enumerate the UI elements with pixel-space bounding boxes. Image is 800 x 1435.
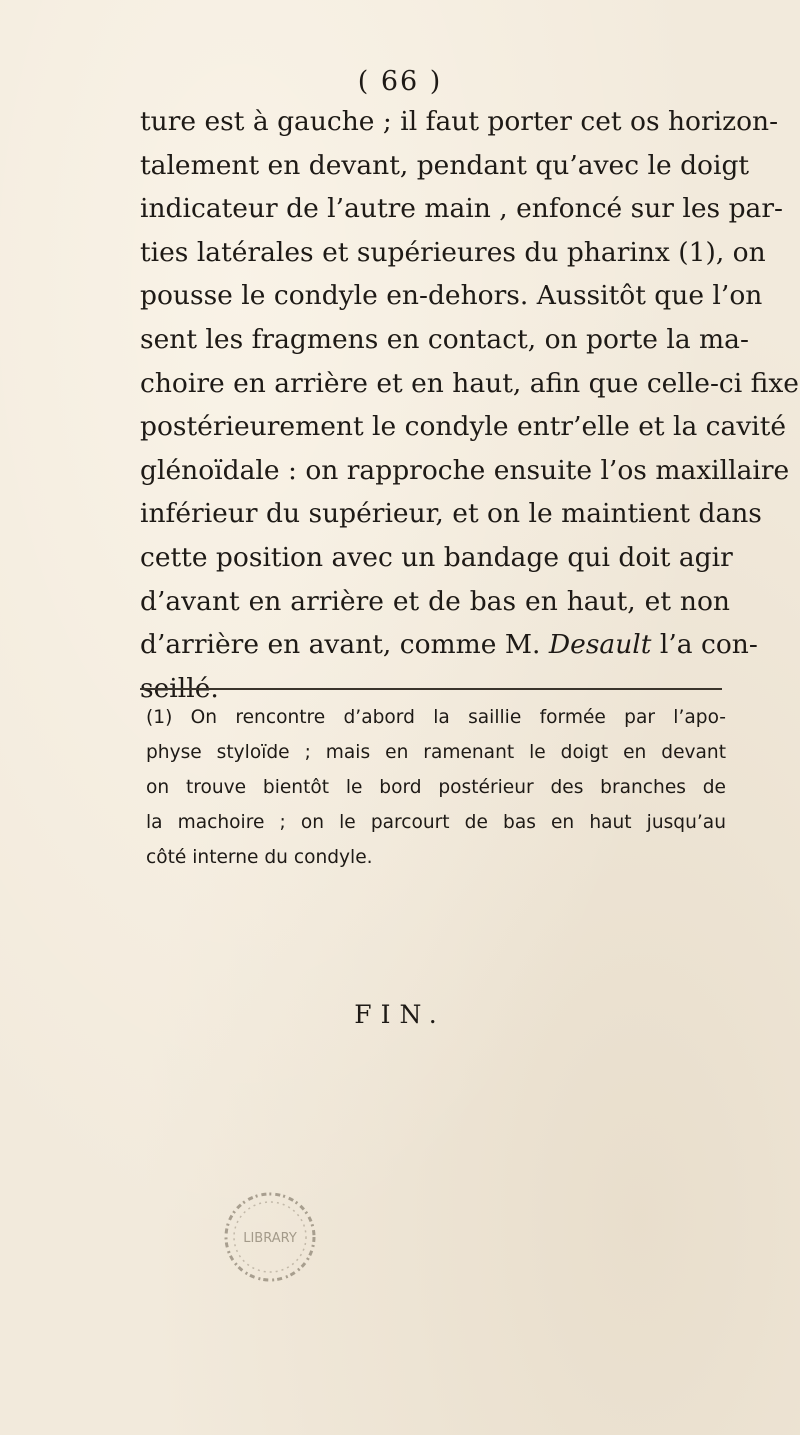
text-line: inférieur du supérieur, et on le maintient dans <box>140 498 762 530</box>
author-name: Desault <box>548 629 652 661</box>
footnote-line: (1) On rencontre d’abord la saillie formée par l’apo- <box>146 707 726 728</box>
text-segment: l’a con- <box>651 629 758 661</box>
text-line: ture est à gauche ; il faut porter cet os horizon- <box>140 106 779 137</box>
main-paragraph <box>140 100 799 710</box>
text-line: ties latérales et supérieures du pharinx (1), on <box>140 236 766 268</box>
text-line: postérieurement le condyle entr’elle et la cavité <box>140 411 787 443</box>
text-line: choire en arrière et en haut, afin que celle-ci fixe <box>140 367 799 399</box>
text-line: cette position avec un bandage qui doit agir <box>140 541 733 573</box>
text-line: seillé. <box>140 672 219 704</box>
text-line: d’avant en arrière et de bas en haut, et non <box>140 585 730 617</box>
text-line: glénoïdale : on rapproche ensuite l’os maxillaire <box>140 454 790 486</box>
fin-heading: FIN. <box>354 1000 446 1029</box>
footnote-line: on trouve bientôt le bord postérieur des branches de <box>146 777 726 798</box>
footnote-line: côté interne du condyle. <box>146 847 373 868</box>
footnote-divider <box>140 688 722 690</box>
footnote <box>146 700 726 875</box>
text-line <box>140 623 758 667</box>
stamp-label: LIBRARY <box>243 1231 297 1246</box>
text-segment: d’arrière en avant, comme M. <box>140 629 549 661</box>
page-number: ( 66 ) <box>357 66 443 97</box>
footnote-line: physe styloïde ; mais en ramenant le doigt en devant <box>146 742 726 763</box>
text-line: sent les fragmens en contact, on porte la ma- <box>140 323 749 355</box>
library-stamp-icon <box>220 1188 320 1286</box>
text-line: pousse le condyle en-dehors. Aussitôt que l’on <box>140 280 763 312</box>
footnote-line: la machoire ; on le parcourt de bas en haut jusqu’au <box>146 812 726 833</box>
text-line: indicateur de l’autre main , enfoncé sur les par- <box>140 193 783 225</box>
text-line: talement en devant, pendant qu’avec le doigt <box>140 149 750 181</box>
